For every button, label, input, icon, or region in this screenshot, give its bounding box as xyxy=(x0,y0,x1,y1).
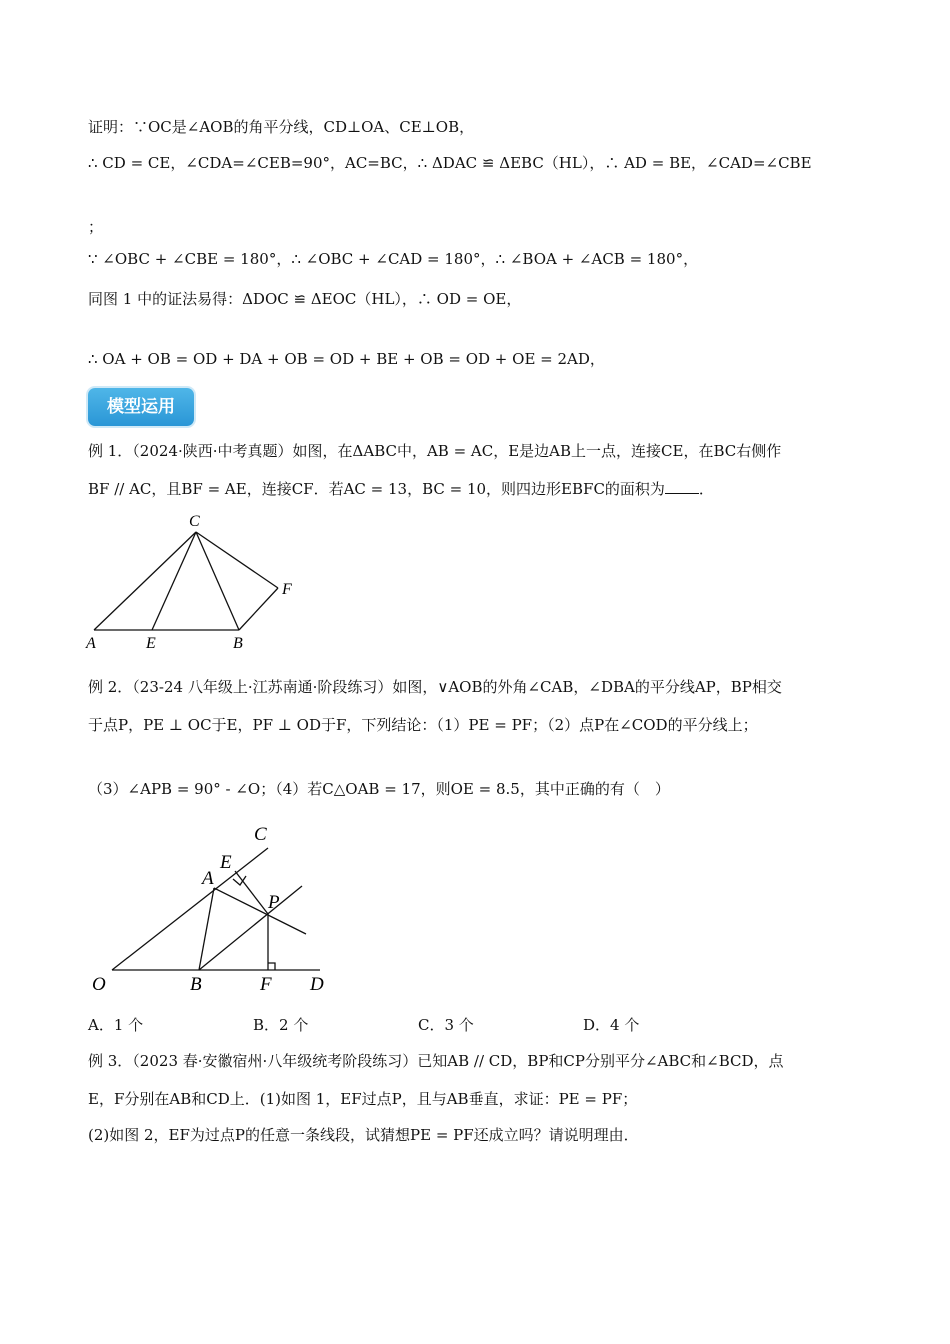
option-c: C．3 个 xyxy=(418,1016,474,1034)
label-A: A xyxy=(86,635,96,652)
label-E: E xyxy=(220,852,232,873)
proof-line-3: ； xyxy=(88,218,104,236)
option-b: B．2 个 xyxy=(253,1016,309,1034)
answer-blank xyxy=(665,479,699,494)
example-3-line-3: (2)如图 2，EF为过点P的任意一条线段，试猜想PE = PF还成立吗？请说明理由． xyxy=(88,1126,639,1144)
label-C: C xyxy=(189,513,200,530)
example-3-line-2: E，F分别在AB和CD上．(1)如图 1，EF过点P，且与AB垂直，求证：PE = PF； xyxy=(88,1090,638,1108)
example-1-figure xyxy=(84,506,314,656)
option-d: D．4 个 xyxy=(583,1016,640,1034)
example-1-line-2-text: BF // AC，且BF = AE，连接CF．若AC = 13，BC = 10，则四边形EBFC的面积为 xyxy=(88,480,665,498)
label-P: P xyxy=(268,892,280,913)
label-B: B xyxy=(190,974,202,995)
proof-line-5: 同图 1 中的证法易得：ΔDOC ≌ ΔEOC（HL），∴ OD = OE， xyxy=(88,290,522,308)
label-B: B xyxy=(233,635,243,652)
label-D: D xyxy=(310,974,324,995)
section-badge: 模型运用 xyxy=(88,388,194,426)
example-2-line-1: 例 2．（23-24 八年级上·江苏南通·阶段练习）如图，∨AOB的外角∠CAB，∠DBA的平分线AP，BP相交 xyxy=(88,678,782,696)
label-E: E xyxy=(146,635,156,652)
proof-line-1: 证明：∵OC是∠AOB的角平分线，CD⊥OA、CE⊥OB， xyxy=(88,118,475,136)
example-2-figure xyxy=(84,818,344,998)
example-1-line-1: 例 1．（2024·陕西·中考真题）如图，在ΔABC中，AB = AC，E是边AB上一点，连接CE，在BC右侧作 xyxy=(88,442,782,460)
proof-line-4: ∵ ∠OBC + ∠CBE = 180°，∴ ∠OBC + ∠CAD = 180°，∴ ∠BOA + ∠ACB = 180°， xyxy=(88,250,699,268)
proof-line-2: ∴ CD = CE，∠CDA=∠CEB=90°，AC=BC，∴ ΔDAC ≌ ΔEBC（HL），∴ AD = BE，∠CAD=∠CBE xyxy=(88,154,812,172)
label-F: F xyxy=(282,581,292,598)
example-2-line-3: （3）∠APB = 90° - ∠O；（4）若C△OAB = 17，则OE = 8.5，其中正确的有（ ） xyxy=(88,780,670,798)
label-A: A xyxy=(202,868,214,889)
example-1-line-2-end: ． xyxy=(698,480,714,498)
example-2-line-2: 于点P，PE ⊥ OC于E，PF ⊥ OD于F，下列结论：（1）PE = PF；（2）点P在∠COD的平分线上； xyxy=(88,716,758,734)
label-C: C xyxy=(254,824,267,845)
example-1-line-2 xyxy=(88,478,880,500)
example-3-line-1: 例 3．（2023 春·安徽宿州·八年级统考阶段练习）已知AB // CD，BP和CP分别平分∠ABC和∠BCD，点 xyxy=(88,1052,784,1070)
label-F: F xyxy=(260,974,272,995)
option-a: A．1 个 xyxy=(88,1016,144,1034)
label-O: O xyxy=(92,974,106,995)
proof-line-6: ∴ OA + OB = OD + DA + OB = OD + BE + OB = OD + OE = 2AD， xyxy=(88,350,605,368)
